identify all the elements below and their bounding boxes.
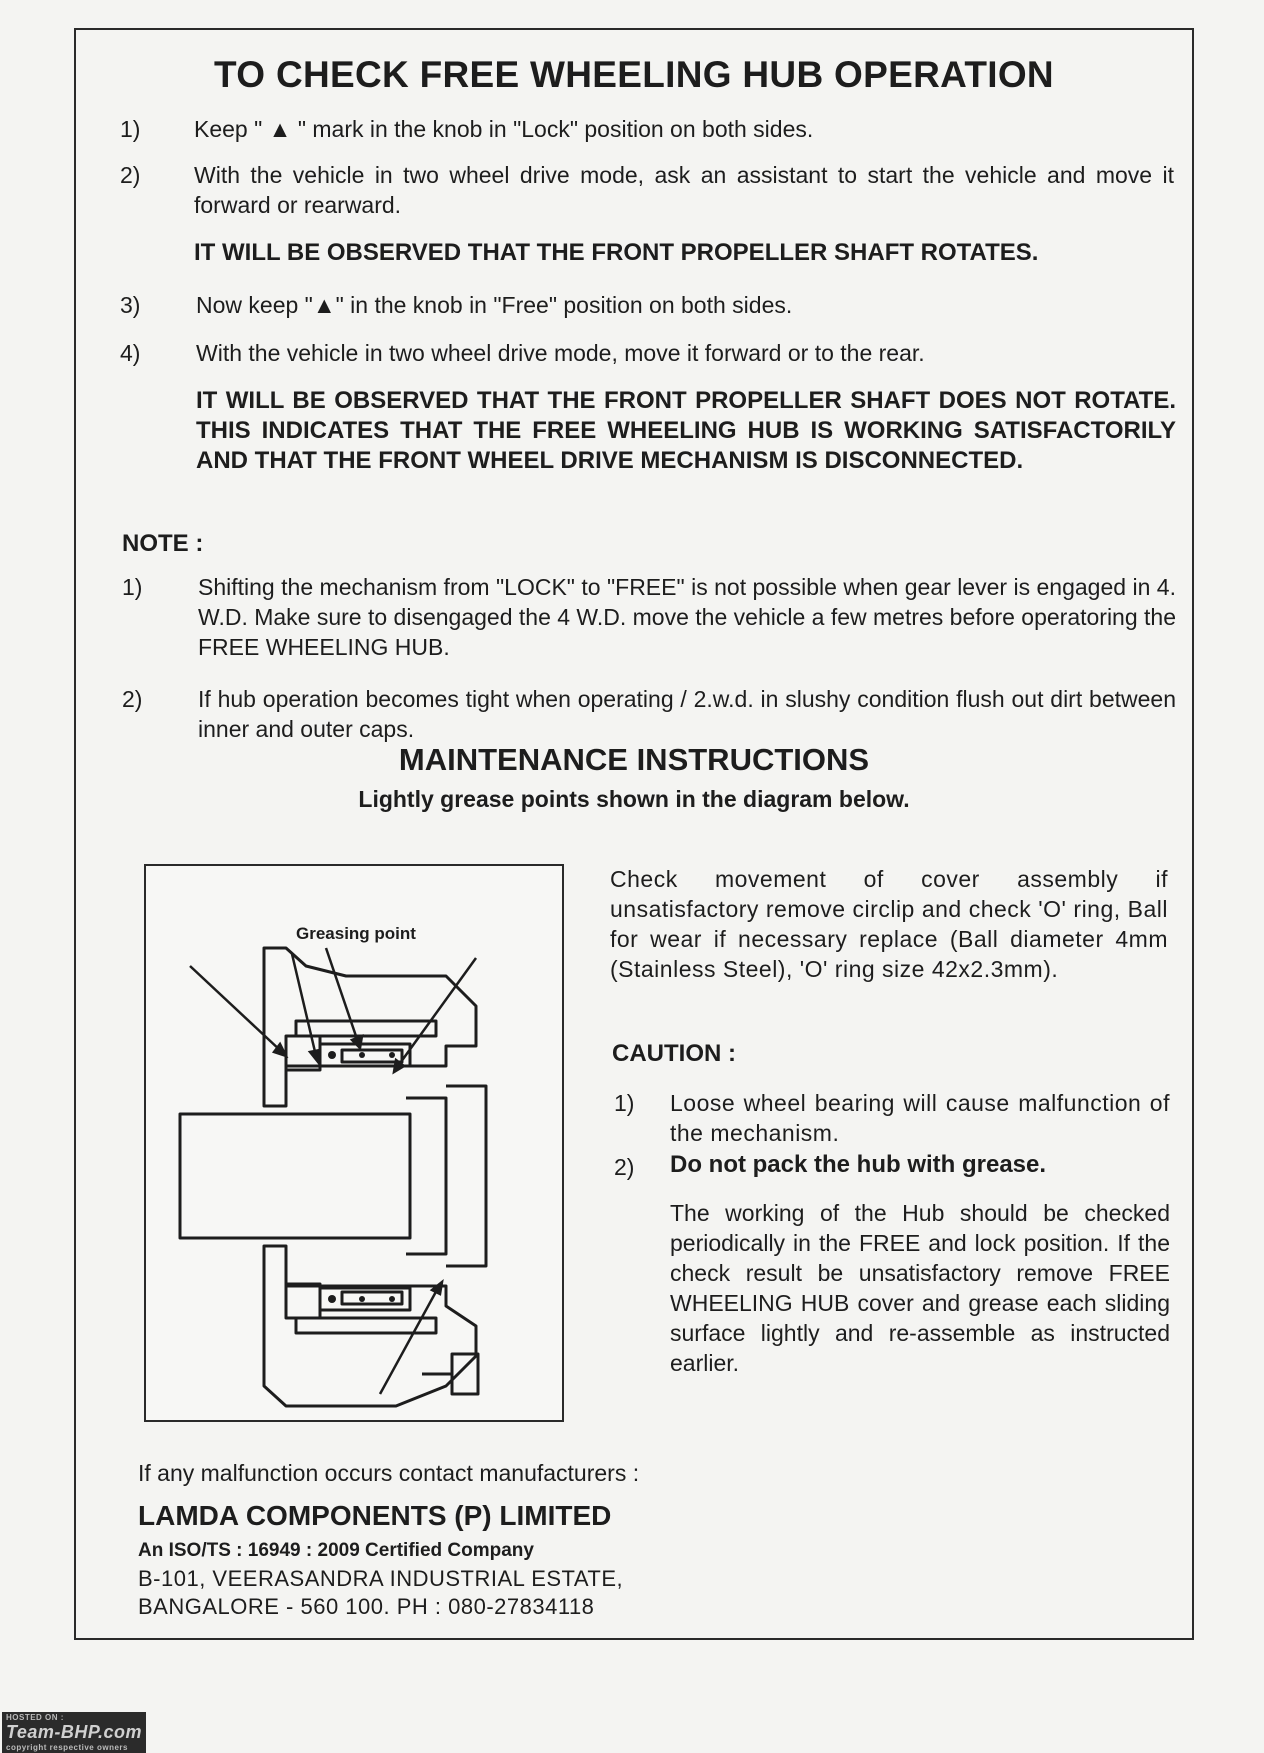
watermark-hosted: HOSTED ON : — [6, 1713, 64, 1722]
step-4-text: With the vehicle in two wheel drive mode, move it forward or to the rear. — [196, 340, 925, 366]
address-line-2: BANGALORE - 560 100. PH : 080-27834118 — [138, 1594, 595, 1619]
check-cover-text: Check movement of cover assembly if unsatisfactory remove circlip and check 'O' ring, Ball for wear if necessary replace (Ball diameter 4mm (Stainless Steel), 'O' ring size 42x2.3mm). — [610, 866, 1168, 982]
step-2-number: 2) — [120, 162, 141, 188]
note-2-number: 2) — [122, 686, 143, 712]
step-2-text: With the vehicle in two wheel drive mode, ask an assistant to start the vehicle and move it forward or rearward. — [194, 162, 1174, 218]
certification: An ISO/TS : 16949 : 2009 Certified Company — [138, 1540, 534, 1561]
caution-heading: CAUTION : — [612, 1040, 736, 1067]
caution-1-number: 1) — [614, 1090, 635, 1116]
note-1-text: Shifting the mechanism from "LOCK" to "FREE" is not possible when gear lever is engaged in 4. W.D. Make sure to disengaged the 4 W.D. move the vehicle a few metres before operatoring the FREE WHEELING HUB. — [198, 574, 1177, 660]
hub-cross-section-drawing — [146, 866, 562, 1420]
observation-1: IT WILL BE OBSERVED THAT THE FRONT PROPELLER SHAFT ROTATES. — [194, 239, 1039, 266]
hub-diagram — [144, 864, 564, 1422]
note-1-number: 1) — [122, 574, 143, 600]
watermark-logo — [2, 1712, 146, 1753]
step-3-text: Now keep "▲" in the knob in "Free" position on both sides. — [196, 292, 793, 318]
note-2-text: If hub operation becomes tight when operating / 2.w.d. in slushy condition flush out dirt between inner and outer caps. — [198, 686, 1176, 742]
company-name: LAMDA COMPONENTS (P) LIMITED — [138, 1500, 612, 1531]
maintenance-title: MAINTENANCE INSTRUCTIONS — [398, 742, 870, 777]
watermark-rights: copyright respective owners — [6, 1743, 128, 1752]
step-3-number: 3) — [120, 292, 141, 318]
step-4-number: 4) — [120, 340, 141, 366]
caution-2-number: 2) — [614, 1154, 635, 1180]
contact-intro: If any malfunction occurs contact manufacturers : — [138, 1460, 640, 1486]
observation-2: IT WILL BE OBSERVED THAT THE FRONT PROPELLER SHAFT DOES NOT ROTATE. THIS INDICATES THAT THE FREE WHEELING HUB IS WORKING SATISFACTORILY AND THAT THE FRONT WHEEL DRIVE MECHANISM IS DISCONNECTED. — [196, 387, 1176, 474]
greasing-point-label: Greasing point — [296, 924, 416, 943]
step-1-number: 1) — [120, 116, 141, 142]
caution-2-text: Do not pack the hub with grease. — [670, 1151, 1047, 1178]
step-1-text: Keep " ▲ " mark in the knob in "Lock" position on both sides. — [194, 116, 814, 142]
watermark-site: Team-BHP.com — [6, 1722, 143, 1742]
note-heading: NOTE : — [122, 530, 204, 557]
caution-1-text: Loose wheel bearing will cause malfunction of the mechanism. — [670, 1090, 1170, 1146]
page-title: TO CHECK FREE WHEELING HUB OPERATION — [214, 54, 1054, 95]
document-frame — [74, 28, 1194, 1640]
address-line-1: B-101, VEERASANDRA INDUSTRIAL ESTATE, — [138, 1566, 624, 1591]
caution-paragraph: The working of the Hub should be checked periodically in the FREE and lock position. If the check result be unsatisfactory remove FREE WHEELING HUB cover and grease each sliding surface lightly and re-assemble as instructed earlier. — [670, 1200, 1170, 1376]
maintenance-subtitle: Lightly grease points shown in the diagram below. — [358, 786, 910, 812]
